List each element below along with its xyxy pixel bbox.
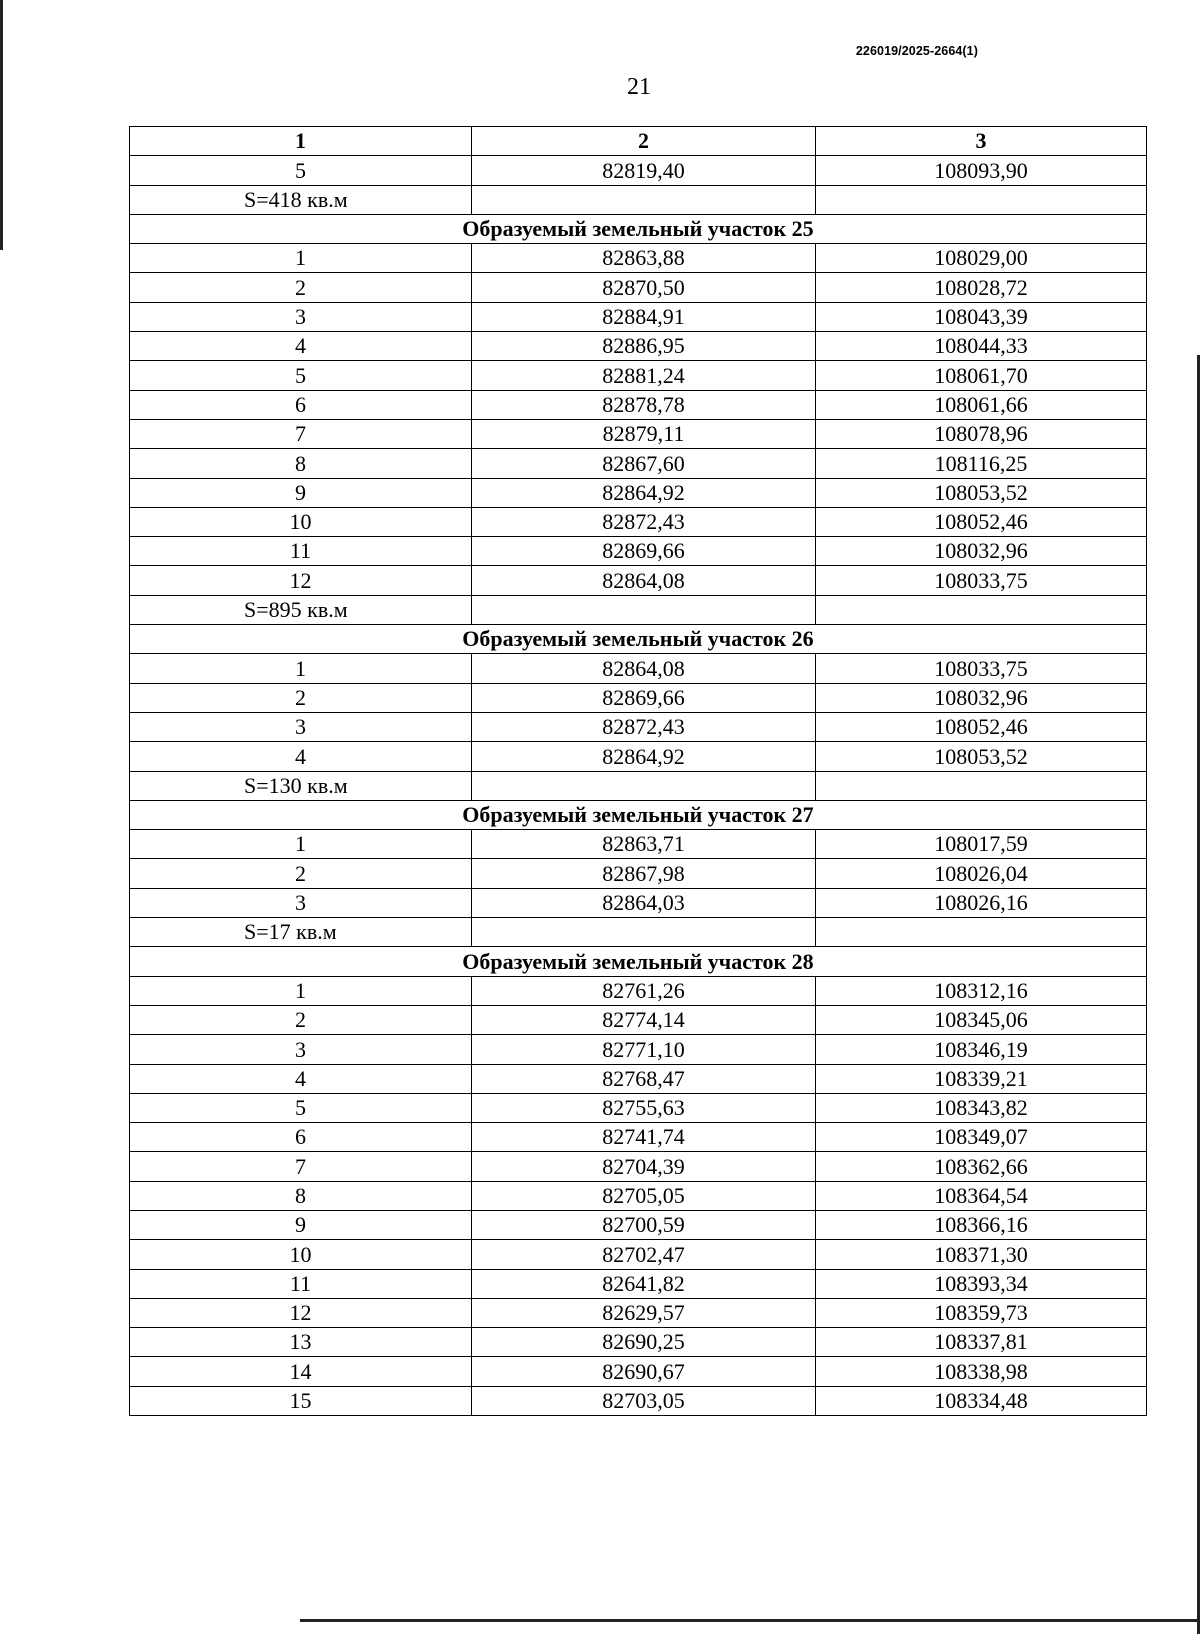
scan-edge-bottom — [300, 1619, 1200, 1622]
x-coordinate-cell: 82702,47 — [472, 1240, 816, 1269]
table-row — [130, 654, 1147, 683]
point-number-cell: 1 — [130, 830, 472, 859]
y-coordinate-cell: 108028,72 — [816, 273, 1147, 302]
x-coordinate-cell: 82864,08 — [472, 654, 816, 683]
point-number-cell: 10 — [130, 1240, 472, 1269]
point-number-cell: 15 — [130, 1386, 472, 1415]
empty-cell — [472, 918, 816, 947]
section-row — [130, 947, 1147, 976]
x-coordinate-cell: 82700,59 — [472, 1210, 816, 1239]
point-number-cell: 7 — [130, 419, 472, 448]
y-coordinate-cell: 108032,96 — [816, 537, 1147, 566]
table-row — [130, 1181, 1147, 1210]
point-number-cell: 2 — [130, 273, 472, 302]
x-coordinate-cell: 82879,11 — [472, 419, 816, 448]
y-coordinate-cell: 108339,21 — [816, 1064, 1147, 1093]
point-number-cell: 6 — [130, 390, 472, 419]
x-coordinate-cell: 82878,78 — [472, 390, 816, 419]
table-row — [130, 1240, 1147, 1269]
table-row — [130, 1386, 1147, 1415]
y-coordinate-cell: 108043,39 — [816, 302, 1147, 331]
point-number-cell: 4 — [130, 1064, 472, 1093]
point-number-cell: 5 — [130, 156, 472, 185]
table-row — [130, 888, 1147, 917]
table-row — [130, 712, 1147, 741]
y-coordinate-cell: 108312,16 — [816, 976, 1147, 1005]
point-number-cell: 1 — [130, 654, 472, 683]
area-row — [130, 771, 1147, 800]
y-coordinate-cell: 108026,16 — [816, 888, 1147, 917]
point-number-cell: 2 — [130, 683, 472, 712]
x-coordinate-cell: 82690,67 — [472, 1357, 816, 1386]
x-coordinate-cell: 82705,05 — [472, 1181, 816, 1210]
coordinates-table-body — [130, 156, 1147, 1416]
table-row — [130, 390, 1147, 419]
empty-cell — [816, 771, 1147, 800]
point-number-cell: 7 — [130, 1152, 472, 1181]
area-row — [130, 185, 1147, 214]
column-header-1: 1 — [130, 127, 472, 156]
empty-cell — [816, 185, 1147, 214]
table-row — [130, 507, 1147, 536]
x-coordinate-cell: 82629,57 — [472, 1298, 816, 1327]
table-row — [130, 537, 1147, 566]
x-coordinate-cell: 82863,88 — [472, 244, 816, 273]
section-title: Образуемый земельный участок 25 — [130, 214, 1147, 243]
point-number-cell: 6 — [130, 1123, 472, 1152]
page-number: 21 — [627, 74, 651, 100]
x-coordinate-cell: 82864,08 — [472, 566, 816, 595]
x-coordinate-cell: 82864,92 — [472, 742, 816, 771]
y-coordinate-cell: 108345,06 — [816, 1005, 1147, 1034]
point-number-cell: 8 — [130, 449, 472, 478]
y-coordinate-cell: 108359,73 — [816, 1298, 1147, 1327]
x-coordinate-cell: 82864,92 — [472, 478, 816, 507]
y-coordinate-cell: 108026,04 — [816, 859, 1147, 888]
y-coordinate-cell: 108033,75 — [816, 566, 1147, 595]
y-coordinate-cell: 108033,75 — [816, 654, 1147, 683]
y-coordinate-cell: 108052,46 — [816, 712, 1147, 741]
y-coordinate-cell: 108061,66 — [816, 390, 1147, 419]
table-row — [130, 332, 1147, 361]
point-number-cell: 8 — [130, 1181, 472, 1210]
point-number-cell: 2 — [130, 859, 472, 888]
x-coordinate-cell: 82867,98 — [472, 859, 816, 888]
point-number-cell: 11 — [130, 1269, 472, 1298]
y-coordinate-cell: 108343,82 — [816, 1093, 1147, 1122]
table-row — [130, 742, 1147, 771]
y-coordinate-cell: 108078,96 — [816, 419, 1147, 448]
point-number-cell: 9 — [130, 1210, 472, 1239]
table-row — [130, 683, 1147, 712]
empty-cell — [816, 918, 1147, 947]
x-coordinate-cell: 82869,66 — [472, 683, 816, 712]
x-coordinate-cell: 82872,43 — [472, 712, 816, 741]
empty-cell — [816, 595, 1147, 624]
x-coordinate-cell: 82774,14 — [472, 1005, 816, 1034]
point-number-cell: 10 — [130, 507, 472, 536]
x-coordinate-cell: 82704,39 — [472, 1152, 816, 1181]
y-coordinate-cell: 108116,25 — [816, 449, 1147, 478]
table-row — [130, 859, 1147, 888]
table-row — [130, 1005, 1147, 1034]
table-row — [130, 1328, 1147, 1357]
y-coordinate-cell: 108393,34 — [816, 1269, 1147, 1298]
x-coordinate-cell: 82869,66 — [472, 537, 816, 566]
y-coordinate-cell: 108338,98 — [816, 1357, 1147, 1386]
x-coordinate-cell: 82641,82 — [472, 1269, 816, 1298]
y-coordinate-cell: 108349,07 — [816, 1123, 1147, 1152]
table-row — [130, 1298, 1147, 1327]
column-header-2: 2 — [472, 127, 816, 156]
y-coordinate-cell: 108346,19 — [816, 1035, 1147, 1064]
section-title: Образуемый земельный участок 27 — [130, 800, 1147, 829]
y-coordinate-cell: 108362,66 — [816, 1152, 1147, 1181]
point-number-cell: 12 — [130, 1298, 472, 1327]
y-coordinate-cell: 108044,33 — [816, 332, 1147, 361]
area-cell: S=418 кв.м — [130, 185, 472, 214]
y-coordinate-cell: 108093,90 — [816, 156, 1147, 185]
area-cell: S=130 кв.м — [130, 771, 472, 800]
point-number-cell: 14 — [130, 1357, 472, 1386]
table-row — [130, 244, 1147, 273]
column-header-3: 3 — [816, 127, 1147, 156]
y-coordinate-cell: 108053,52 — [816, 742, 1147, 771]
x-coordinate-cell: 82755,63 — [472, 1093, 816, 1122]
point-number-cell: 4 — [130, 332, 472, 361]
table-row — [130, 273, 1147, 302]
empty-cell — [472, 185, 816, 214]
x-coordinate-cell: 82771,10 — [472, 1035, 816, 1064]
table-row — [130, 478, 1147, 507]
section-row — [130, 800, 1147, 829]
y-coordinate-cell: 108017,59 — [816, 830, 1147, 859]
point-number-cell: 3 — [130, 712, 472, 741]
y-coordinate-cell: 108364,54 — [816, 1181, 1147, 1210]
table-row — [130, 566, 1147, 595]
point-number-cell: 5 — [130, 1093, 472, 1122]
table-row — [130, 1269, 1147, 1298]
point-number-cell: 4 — [130, 742, 472, 771]
x-coordinate-cell: 82863,71 — [472, 830, 816, 859]
x-coordinate-cell: 82872,43 — [472, 507, 816, 536]
table-row — [130, 156, 1147, 185]
table-row — [130, 830, 1147, 859]
empty-cell — [472, 595, 816, 624]
table-row — [130, 1210, 1147, 1239]
table-row — [130, 449, 1147, 478]
x-coordinate-cell: 82703,05 — [472, 1386, 816, 1415]
y-coordinate-cell: 108029,00 — [816, 244, 1147, 273]
x-coordinate-cell: 82768,47 — [472, 1064, 816, 1093]
empty-cell — [472, 771, 816, 800]
x-coordinate-cell: 82886,95 — [472, 332, 816, 361]
point-number-cell: 13 — [130, 1328, 472, 1357]
table-row — [130, 976, 1147, 1005]
table-row — [130, 1357, 1147, 1386]
x-coordinate-cell: 82819,40 — [472, 156, 816, 185]
x-coordinate-cell: 82881,24 — [472, 361, 816, 390]
point-number-cell: 1 — [130, 244, 472, 273]
x-coordinate-cell: 82884,91 — [472, 302, 816, 331]
point-number-cell: 3 — [130, 1035, 472, 1064]
point-number-cell: 3 — [130, 302, 472, 331]
x-coordinate-cell: 82761,26 — [472, 976, 816, 1005]
point-number-cell: 2 — [130, 1005, 472, 1034]
point-number-cell: 9 — [130, 478, 472, 507]
section-row — [130, 625, 1147, 654]
table-row — [130, 1064, 1147, 1093]
y-coordinate-cell: 108371,30 — [816, 1240, 1147, 1269]
y-coordinate-cell: 108052,46 — [816, 507, 1147, 536]
point-number-cell: 1 — [130, 976, 472, 1005]
x-coordinate-cell: 82741,74 — [472, 1123, 816, 1152]
table-row — [130, 1035, 1147, 1064]
coordinates-table — [129, 126, 1147, 1416]
table-row — [130, 302, 1147, 331]
y-coordinate-cell: 108334,48 — [816, 1386, 1147, 1415]
y-coordinate-cell: 108053,52 — [816, 478, 1147, 507]
y-coordinate-cell: 108366,16 — [816, 1210, 1147, 1239]
area-row — [130, 918, 1147, 947]
x-coordinate-cell: 82690,25 — [472, 1328, 816, 1357]
document-number: 226019/2025-2664(1) — [855, 44, 978, 58]
section-title: Образуемый земельный участок 28 — [130, 947, 1147, 976]
table-row — [130, 1152, 1147, 1181]
area-cell: S=17 кв.м — [130, 918, 472, 947]
y-coordinate-cell: 108061,70 — [816, 361, 1147, 390]
x-coordinate-cell: 82870,50 — [472, 273, 816, 302]
table-header-row — [130, 127, 1147, 156]
y-coordinate-cell: 108032,96 — [816, 683, 1147, 712]
table-row — [130, 1123, 1147, 1152]
y-coordinate-cell: 108337,81 — [816, 1328, 1147, 1357]
table-row — [130, 361, 1147, 390]
x-coordinate-cell: 82864,03 — [472, 888, 816, 917]
point-number-cell: 12 — [130, 566, 472, 595]
area-cell: S=895 кв.м — [130, 595, 472, 624]
point-number-cell: 11 — [130, 537, 472, 566]
point-number-cell: 5 — [130, 361, 472, 390]
x-coordinate-cell: 82867,60 — [472, 449, 816, 478]
section-row — [130, 214, 1147, 243]
section-title: Образуемый земельный участок 26 — [130, 625, 1147, 654]
scan-edge-left — [0, 0, 3, 250]
area-row — [130, 595, 1147, 624]
point-number-cell: 3 — [130, 888, 472, 917]
table-row — [130, 419, 1147, 448]
table-row — [130, 1093, 1147, 1122]
